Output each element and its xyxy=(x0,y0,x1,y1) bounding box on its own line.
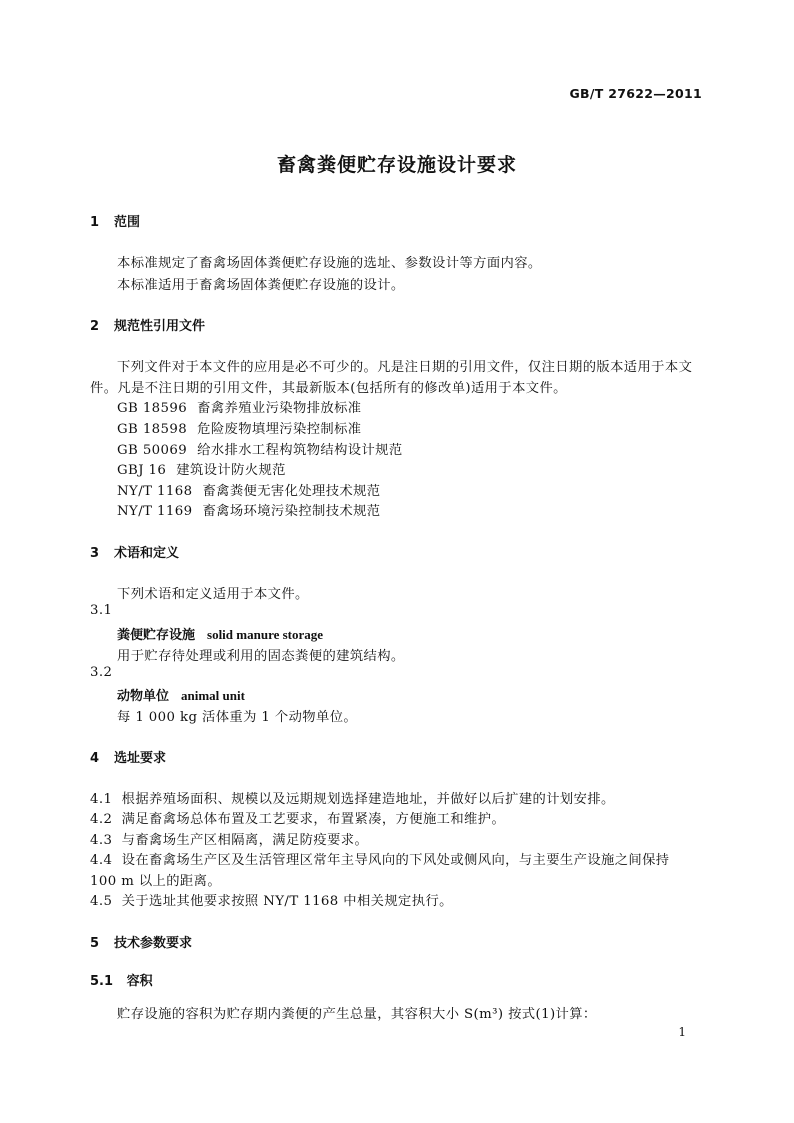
standard-code: GB/T 27622—2011 xyxy=(569,86,702,101)
paragraph: 下列文件对于本文件的应用是必不可少的。凡是注日期的引用文件，仅注日期的版本适用于本文 xyxy=(117,360,693,375)
reference-item xyxy=(117,459,286,478)
term-english: animal unit xyxy=(181,688,245,703)
reference-code: GB 18598 xyxy=(117,422,188,437)
clause-number: 4.2 xyxy=(90,812,113,827)
clause-item xyxy=(90,788,615,807)
reference-name: 畜禽粪便无害化处理技术规范 xyxy=(202,484,381,499)
clause-continuation: 100 m 以上的距离。 xyxy=(90,874,222,889)
section-2-heading xyxy=(90,315,205,334)
reference-name: 给水排水工程构筑物结构设计规范 xyxy=(197,443,403,458)
section-title: 选址要求 xyxy=(114,751,167,766)
paragraph: 本标准规定了畜禽场固体粪便贮存设施的选址、参数设计等方面内容。 xyxy=(117,256,542,271)
clause-text: 关于选址其他要求按照 NY/T 1168 中相关规定执行。 xyxy=(121,894,453,909)
term-definition: 用于贮存待处理或利用的固态粪便的建筑结构。 xyxy=(117,649,405,664)
term-definition: 每 1 000 kg 活体重为 1 个动物单位。 xyxy=(117,710,358,725)
subsection-number: 5.1 xyxy=(90,974,114,989)
section-4-heading xyxy=(90,747,166,766)
clause-number: 4.3 xyxy=(90,833,113,848)
paragraph: 本标准适用于畜禽场固体粪便贮存设施的设计。 xyxy=(117,278,405,293)
section-3-heading xyxy=(90,542,179,561)
page-number: 1 xyxy=(678,1025,686,1039)
clause-text: 满足畜禽场总体布置及工艺要求，布置紧凑，方便施工和维护。 xyxy=(121,812,506,827)
clause-item xyxy=(90,808,505,827)
term-number: 3.2 xyxy=(90,665,113,680)
section-number: 3 xyxy=(90,546,100,561)
term-number: 3.1 xyxy=(90,603,113,618)
paragraph: 下列术语和定义适用于本文件。 xyxy=(117,587,309,602)
term-english: solid manure storage xyxy=(207,627,324,642)
clause-number: 4.1 xyxy=(90,792,113,807)
paragraph: 贮存设施的容积为贮存期内粪便的产生总量，其容积大小 S(m³) 按式(1)计算： xyxy=(117,1007,597,1022)
clause-number: 4.4 xyxy=(90,853,113,868)
clause-text: 与畜禽场生产区相隔离，满足防疫要求。 xyxy=(121,833,369,848)
term-chinese: 粪便贮存设施 xyxy=(117,628,196,643)
clause-item xyxy=(90,890,453,909)
reference-name: 畜禽场环境污染控制技术规范 xyxy=(202,504,381,519)
reference-item xyxy=(117,439,403,458)
reference-name: 畜禽养殖业污染物排放标准 xyxy=(197,401,362,416)
section-title: 范围 xyxy=(114,215,141,230)
reference-item xyxy=(117,418,362,437)
term-entry xyxy=(117,685,245,704)
reference-code: GBJ 16 xyxy=(117,463,167,478)
term-chinese: 动物单位 xyxy=(117,689,170,704)
term-entry xyxy=(117,624,323,643)
section-title: 规范性引用文件 xyxy=(114,319,206,334)
reference-code: GB 50069 xyxy=(117,443,188,458)
section-title: 术语和定义 xyxy=(114,546,180,561)
document-title: 畜禽粪便贮存设施设计要求 xyxy=(276,154,517,176)
reference-code: NY/T 1169 xyxy=(117,504,193,519)
subsection-title: 容积 xyxy=(126,974,153,989)
reference-code: NY/T 1168 xyxy=(117,484,193,499)
clause-item xyxy=(90,829,368,848)
clause-item xyxy=(90,849,670,868)
subsection-5-1-heading xyxy=(90,970,153,989)
paragraph-continuation: 件。凡是不注日期的引用文件，其最新版本(包括所有的修改单)适用于本文件。 xyxy=(90,381,567,396)
reference-name: 建筑设计防火规范 xyxy=(176,463,286,478)
section-number: 1 xyxy=(90,215,100,230)
clause-number: 4.5 xyxy=(90,894,113,909)
section-number: 5 xyxy=(90,936,100,951)
clause-text: 设在畜禽场生产区及生活管理区常年主导风向的下风处或侧风向，与主要生产设施之间保持 xyxy=(121,853,670,868)
section-number: 4 xyxy=(90,751,100,766)
reference-item xyxy=(117,480,381,499)
section-title: 技术参数要求 xyxy=(114,936,193,951)
section-number: 2 xyxy=(90,319,100,334)
reference-code: GB 18596 xyxy=(117,401,188,416)
section-5-heading xyxy=(90,932,192,951)
clause-text: 根据养殖场面积、规模以及远期规划选择建造地址，并做好以后扩建的计划安排。 xyxy=(121,792,615,807)
reference-item xyxy=(117,397,362,416)
section-1-heading xyxy=(90,211,140,230)
reference-item xyxy=(117,500,381,519)
reference-name: 危险废物填埋污染控制标准 xyxy=(197,422,362,437)
